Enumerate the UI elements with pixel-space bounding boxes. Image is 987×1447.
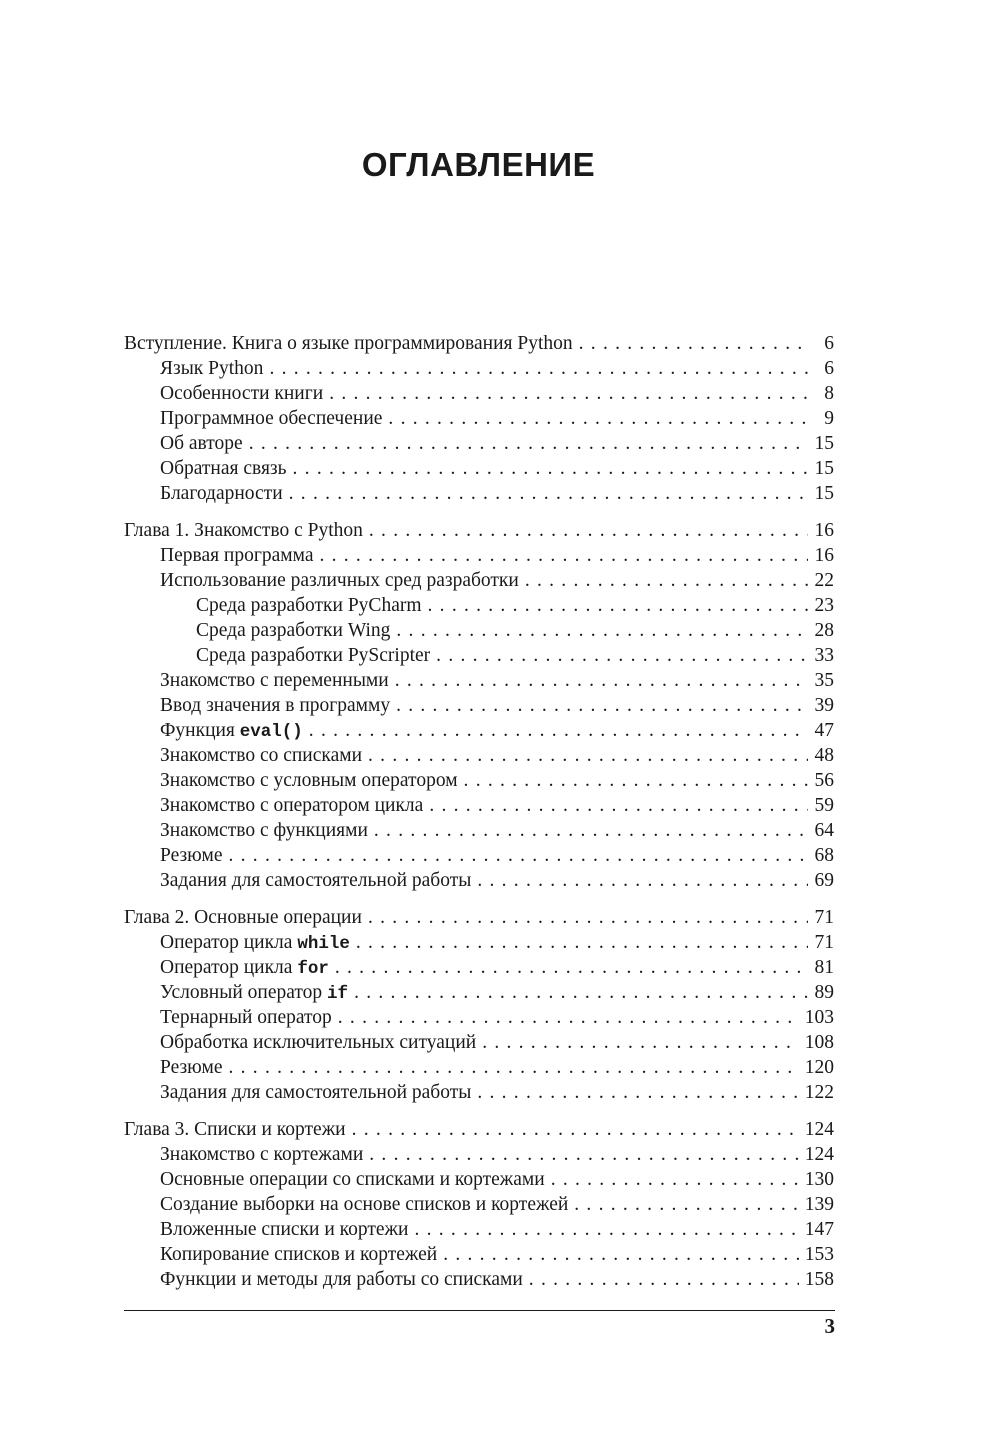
- dot-leader: [443, 1242, 799, 1267]
- dot-leader: [579, 331, 808, 356]
- toc-page-number: 6: [824, 333, 834, 354]
- toc-page-number: 124: [804, 1144, 834, 1165]
- toc-entry[interactable]: [124, 1005, 834, 1030]
- toc-entry[interactable]: [124, 1192, 834, 1217]
- toc-entry-text: Вступление. Книга о языке программирования Python: [124, 333, 573, 354]
- toc-page-number: 89: [814, 982, 834, 1003]
- toc-page-number: 68: [814, 845, 834, 866]
- dot-leader: [368, 905, 808, 930]
- toc-entry[interactable]: [124, 1167, 834, 1192]
- toc-entry-text: Об авторе: [160, 433, 243, 454]
- toc-entry-title: [160, 1005, 332, 1030]
- toc-page-number: 130: [804, 1169, 834, 1190]
- toc-entry[interactable]: [124, 693, 834, 718]
- toc-entry-title: [160, 1192, 568, 1217]
- toc-entry-text: Глава 2. Основные операции: [124, 907, 362, 928]
- toc-page-number: 23: [814, 595, 834, 616]
- toc-entry-title: [160, 693, 390, 718]
- dot-leader: [289, 481, 808, 506]
- toc-page-number: 120: [804, 1057, 834, 1078]
- toc-entry-title: [160, 843, 223, 868]
- toc-entry-text: Основные операции со списками и кортежами: [160, 1169, 545, 1190]
- toc-page-number: 103: [804, 1007, 834, 1028]
- toc-entry-text: Среда разработки PyScripter: [196, 645, 431, 666]
- dot-leader: [529, 1267, 799, 1292]
- toc-entry[interactable]: [124, 543, 834, 568]
- dot-leader: [293, 456, 808, 481]
- dot-leader: [525, 568, 808, 593]
- toc-entry-title: [160, 718, 303, 745]
- toc-page-number: 56: [814, 770, 834, 791]
- dot-leader: [388, 406, 808, 431]
- toc-entry-text: Использование различных сред разработки: [160, 570, 519, 591]
- toc-entry-text: Знакомство с условным оператором: [160, 770, 458, 791]
- toc-page-number: 35: [814, 670, 834, 691]
- toc-entry-title: [160, 481, 283, 506]
- toc-entry-title: [160, 543, 313, 568]
- toc-entry-title: [160, 955, 329, 982]
- toc-entry-code: eval(): [239, 722, 303, 742]
- toc-entry-title: [160, 568, 519, 593]
- dot-leader: [354, 980, 808, 1005]
- toc-page-number: 71: [814, 932, 834, 953]
- toc-entry-text: Знакомство со списками: [160, 745, 363, 766]
- toc-entry[interactable]: [124, 1055, 834, 1080]
- toc-entry[interactable]: [124, 1030, 834, 1055]
- toc-page-number: 39: [814, 695, 834, 716]
- toc-entry[interactable]: [124, 381, 834, 406]
- toc-page-number: 15: [814, 433, 834, 454]
- toc-entry-title: [160, 1242, 437, 1267]
- dot-leader: [335, 955, 808, 980]
- toc-entry[interactable]: [124, 431, 834, 456]
- toc-entry-text: Копирование списков и кортежей: [160, 1244, 438, 1265]
- toc-entry-title: [124, 518, 363, 543]
- toc-section: [124, 518, 834, 893]
- dot-leader: [574, 1192, 798, 1217]
- toc-entry[interactable]: [124, 930, 834, 955]
- dot-leader: [329, 381, 808, 406]
- toc-page-number: 6: [824, 358, 834, 379]
- table-of-contents: [124, 331, 834, 1304]
- toc-entry-title: [160, 1030, 476, 1055]
- toc-entry[interactable]: [124, 1267, 834, 1292]
- toc-entry[interactable]: [124, 668, 834, 693]
- toc-page-number: 22: [814, 570, 834, 591]
- toc-entry[interactable]: [124, 456, 834, 481]
- toc-entry-text: Оператор цикла: [160, 957, 298, 978]
- toc-entry[interactable]: [124, 818, 834, 843]
- dot-leader: [395, 668, 808, 693]
- toc-chapter-entry[interactable]: [124, 518, 834, 543]
- toc-entry-text: Знакомство с функциями: [160, 820, 368, 841]
- toc-entry-code: while: [297, 934, 350, 954]
- toc-page-number: 139: [804, 1194, 834, 1215]
- toc-entry[interactable]: [124, 718, 834, 743]
- toc-entry[interactable]: [124, 743, 834, 768]
- toc-entry-title: [160, 930, 350, 957]
- toc-entry[interactable]: [124, 356, 834, 381]
- toc-entry[interactable]: [124, 568, 834, 593]
- toc-entry[interactable]: [124, 618, 834, 643]
- toc-entry-text: Особенности книги: [160, 383, 324, 404]
- dot-leader: [477, 1080, 798, 1105]
- dot-leader: [396, 693, 808, 718]
- toc-entry-title: [160, 356, 263, 381]
- toc-page-number: 71: [814, 907, 834, 928]
- toc-entry-text: Знакомство с оператором цикла: [160, 795, 424, 816]
- page-title: ОГЛАВЛЕНИЕ: [361, 146, 596, 183]
- toc-entry-text: Программное обеспечение: [160, 408, 383, 429]
- toc-entry-title: [160, 818, 368, 843]
- dot-leader: [551, 1167, 799, 1192]
- toc-page-number: 122: [804, 1082, 834, 1103]
- toc-entry[interactable]: [124, 1080, 834, 1105]
- toc-page-number: 69: [814, 870, 834, 891]
- toc-entry-title: [160, 768, 458, 793]
- dot-leader: [319, 543, 808, 568]
- toc-entry-text: Резюме: [160, 845, 223, 866]
- toc-entry-title: [124, 905, 362, 930]
- toc-entry-code: for: [297, 959, 329, 979]
- toc-page-number: 108: [804, 1032, 834, 1053]
- toc-entry-text: Создание выборки на основе списков и кортежей: [160, 1194, 569, 1215]
- toc-chapter-entry[interactable]: [124, 905, 834, 930]
- toc-entry-text: Задания для самостоятельной работы: [160, 1082, 472, 1103]
- toc-page-number: 48: [814, 745, 834, 766]
- toc-page-number: 16: [814, 545, 834, 566]
- toc-entry-title: [196, 593, 422, 618]
- toc-page-number: 33: [814, 645, 834, 666]
- toc-entry[interactable]: [124, 1242, 834, 1267]
- toc-page-number: 9: [824, 408, 834, 429]
- toc-page-number: 153: [804, 1244, 834, 1265]
- toc-entry-title: [160, 980, 348, 1007]
- dot-leader: [396, 618, 808, 643]
- toc-entry-text: Оператор цикла: [160, 932, 298, 953]
- toc-entry-text: Вложенные списки и кортежи: [160, 1219, 409, 1240]
- dot-leader: [464, 768, 808, 793]
- toc-entry-text: Задания для самостоятельной работы: [160, 870, 472, 891]
- toc-entry-title: [160, 431, 243, 456]
- toc-page-number: 15: [814, 483, 834, 504]
- toc-section: [124, 331, 834, 506]
- toc-entry[interactable]: [124, 868, 834, 893]
- toc-entry-title: [160, 1267, 523, 1292]
- dot-leader: [338, 1005, 799, 1030]
- dot-leader: [229, 843, 809, 868]
- toc-entry-text: Функции и методы для работы со списками: [160, 1269, 523, 1290]
- toc-entry-text: Ввод значения в программу: [160, 695, 391, 716]
- dot-leader: [482, 1030, 799, 1055]
- toc-entry[interactable]: [124, 406, 834, 431]
- toc-entry-title: [160, 1055, 223, 1080]
- toc-entry-text: Резюме: [160, 1057, 223, 1078]
- dot-leader: [429, 793, 808, 818]
- toc-entry[interactable]: [124, 768, 834, 793]
- toc-entry-text: Глава 1. Знакомство с Python: [124, 520, 363, 541]
- dot-leader: [428, 593, 808, 618]
- toc-page-number: 15: [814, 458, 834, 479]
- toc-entry-title: [160, 1080, 471, 1105]
- toc-entry-text: Обработка исключительных ситуаций: [160, 1032, 477, 1053]
- dot-leader: [374, 818, 808, 843]
- toc-page-number: 124: [804, 1119, 834, 1140]
- toc-entry-title: [160, 406, 382, 431]
- toc-page-number: 28: [814, 620, 834, 641]
- toc-entry-text: Глава 3. Списки и кортежи: [124, 1119, 346, 1140]
- toc-section: [124, 905, 834, 1105]
- footer-divider: [124, 1310, 835, 1311]
- dot-leader: [477, 868, 808, 893]
- toc-page-number: 47: [814, 720, 834, 741]
- toc-entry-title: [196, 618, 390, 643]
- toc-entry-title: [160, 1217, 408, 1242]
- toc-page-number: 64: [814, 820, 834, 841]
- page-number: 3: [824, 1314, 835, 1338]
- toc-entry-text: Функция: [160, 720, 240, 741]
- toc-entry-title: [124, 1117, 346, 1142]
- toc-entry-text: Язык Python: [160, 358, 264, 379]
- toc-entry-text: Благодарности: [160, 483, 283, 504]
- dot-leader: [436, 643, 808, 668]
- toc-entry[interactable]: [124, 793, 834, 818]
- toc-entry-code: if: [327, 984, 349, 1004]
- toc-entry-title: [160, 668, 389, 693]
- dot-leader: [249, 431, 808, 456]
- toc-chapter-entry[interactable]: [124, 1117, 834, 1142]
- toc-entry-text: Знакомство с переменными: [160, 670, 389, 691]
- dot-leader: [356, 930, 808, 955]
- toc-entry[interactable]: [124, 1217, 834, 1242]
- toc-section: [124, 1117, 834, 1292]
- toc-entry[interactable]: [124, 980, 834, 1005]
- dot-leader: [368, 743, 808, 768]
- toc-entry[interactable]: [124, 1142, 834, 1167]
- toc-entry-title: [160, 743, 362, 768]
- dot-leader: [309, 718, 808, 743]
- dot-leader: [229, 1055, 799, 1080]
- toc-entry[interactable]: [124, 643, 834, 668]
- toc-entry-text: Знакомство с кортежами: [160, 1144, 364, 1165]
- toc-entry[interactable]: [124, 481, 834, 506]
- toc-page-number: 8: [824, 383, 834, 404]
- toc-page-number: 147: [804, 1219, 834, 1240]
- toc-entry-text: Обратная связь: [160, 458, 287, 479]
- dot-leader: [369, 518, 808, 543]
- toc-entry-title: [160, 456, 287, 481]
- toc-entry-title: [160, 793, 423, 818]
- toc-entry-text: Среда разработки PyCharm: [196, 595, 422, 616]
- toc-entry-title: [160, 1142, 363, 1167]
- toc-entry[interactable]: [124, 593, 834, 618]
- toc-entry-text: Тернарный оператор: [160, 1007, 332, 1028]
- toc-entry-title: [124, 331, 573, 356]
- toc-page-number: 81: [814, 957, 834, 978]
- toc-chapter-entry[interactable]: [124, 331, 834, 356]
- toc-page-number: 59: [814, 795, 834, 816]
- dot-leader: [414, 1217, 798, 1242]
- dot-leader: [369, 1142, 798, 1167]
- toc-entry-title: [160, 381, 323, 406]
- dot-leader: [269, 356, 808, 381]
- dot-leader: [352, 1117, 799, 1142]
- toc-entry-title: [196, 643, 430, 668]
- toc-page-number: 16: [814, 520, 834, 541]
- toc-entry[interactable]: [124, 843, 834, 868]
- toc-entry-text: Среда разработки Wing: [196, 620, 391, 641]
- toc-page-number: 158: [804, 1269, 834, 1290]
- toc-entry-text: Первая программа: [160, 545, 314, 566]
- toc-entry[interactable]: [124, 955, 834, 980]
- toc-entry-title: [160, 1167, 545, 1192]
- toc-entry-title: [160, 868, 471, 893]
- toc-entry-text: Условный оператор: [160, 982, 328, 1003]
